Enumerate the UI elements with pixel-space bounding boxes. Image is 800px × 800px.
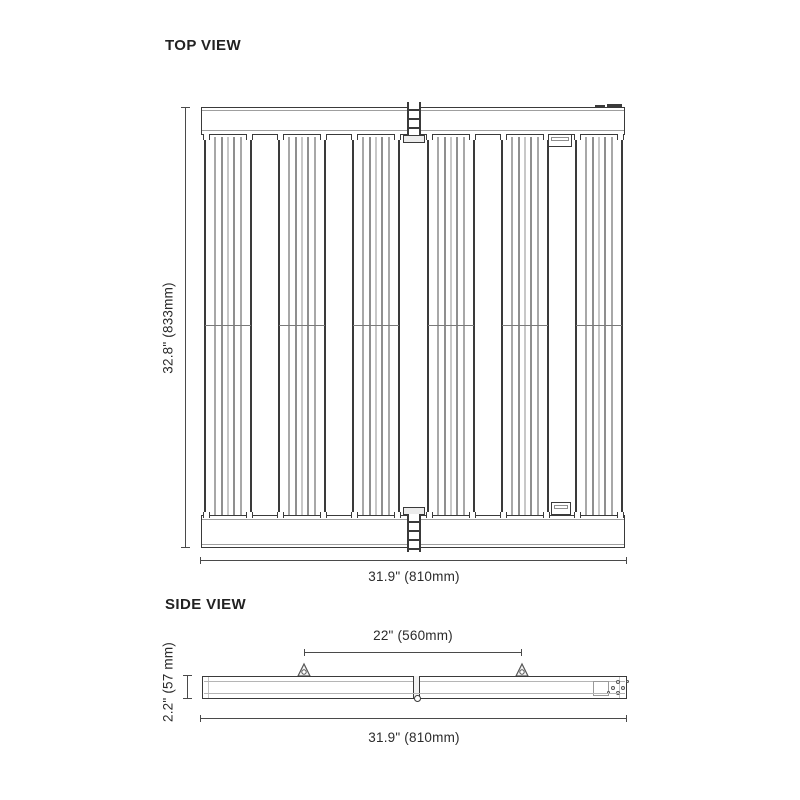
center-connector-bottom bbox=[407, 514, 421, 552]
top-view-width-dimension-line bbox=[200, 560, 627, 561]
top-view-height-dimension-line bbox=[185, 107, 186, 548]
wiring-box-top bbox=[548, 134, 572, 147]
control-button-down bbox=[616, 691, 620, 695]
side-center-joint bbox=[413, 676, 420, 699]
indicator-led bbox=[626, 680, 629, 683]
hanger-spacing-dimension-label: 22" (560mm) bbox=[373, 628, 453, 643]
top-view-width-dimension-label: 31.9" (810mm) bbox=[368, 569, 460, 584]
rail-edge-mark bbox=[595, 105, 605, 107]
bar-joint-line bbox=[279, 325, 325, 326]
indicator-led bbox=[607, 691, 610, 694]
led-bar bbox=[352, 137, 400, 515]
side-view-width-dimension-label: 31.9" (810mm) bbox=[368, 730, 460, 745]
control-button-left bbox=[611, 686, 615, 690]
side-view-title: SIDE VIEW bbox=[165, 596, 247, 613]
led-bar bbox=[204, 137, 252, 515]
led-bar bbox=[427, 137, 475, 515]
hanger-spacing-dimension-line bbox=[304, 652, 522, 653]
side-view-width-dimension-line bbox=[200, 718, 627, 719]
center-bracket-top bbox=[403, 135, 425, 143]
bar-joint-line bbox=[576, 325, 622, 326]
control-button-right bbox=[621, 686, 625, 690]
rail-edge-mark bbox=[607, 104, 622, 107]
fixture-side-view bbox=[202, 676, 627, 699]
bar-joint-line bbox=[428, 325, 474, 326]
led-bar bbox=[278, 137, 326, 515]
center-connector-top bbox=[407, 102, 421, 138]
hanger-hook-right bbox=[514, 662, 530, 677]
top-view-title: TOP VIEW bbox=[165, 37, 241, 54]
led-bar bbox=[575, 137, 623, 515]
led-bar bbox=[501, 137, 549, 515]
bar-joint-line bbox=[353, 325, 399, 326]
control-button-up bbox=[616, 680, 620, 684]
joint-pin bbox=[414, 695, 421, 702]
bar-joint-line bbox=[205, 325, 251, 326]
wiring-box-bottom bbox=[551, 502, 571, 515]
control-display bbox=[593, 681, 609, 696]
top-view-height-dimension-label: 32.8" (833mm) bbox=[160, 282, 176, 374]
side-view-height-dimension-line bbox=[187, 675, 188, 699]
fixture-top-view bbox=[200, 107, 627, 548]
bar-joint-line bbox=[502, 325, 548, 326]
hanger-hook-left bbox=[296, 662, 312, 677]
side-view-height-dimension-label: 2.2" (57 mm) bbox=[160, 642, 176, 722]
led-bar-array bbox=[200, 137, 627, 515]
